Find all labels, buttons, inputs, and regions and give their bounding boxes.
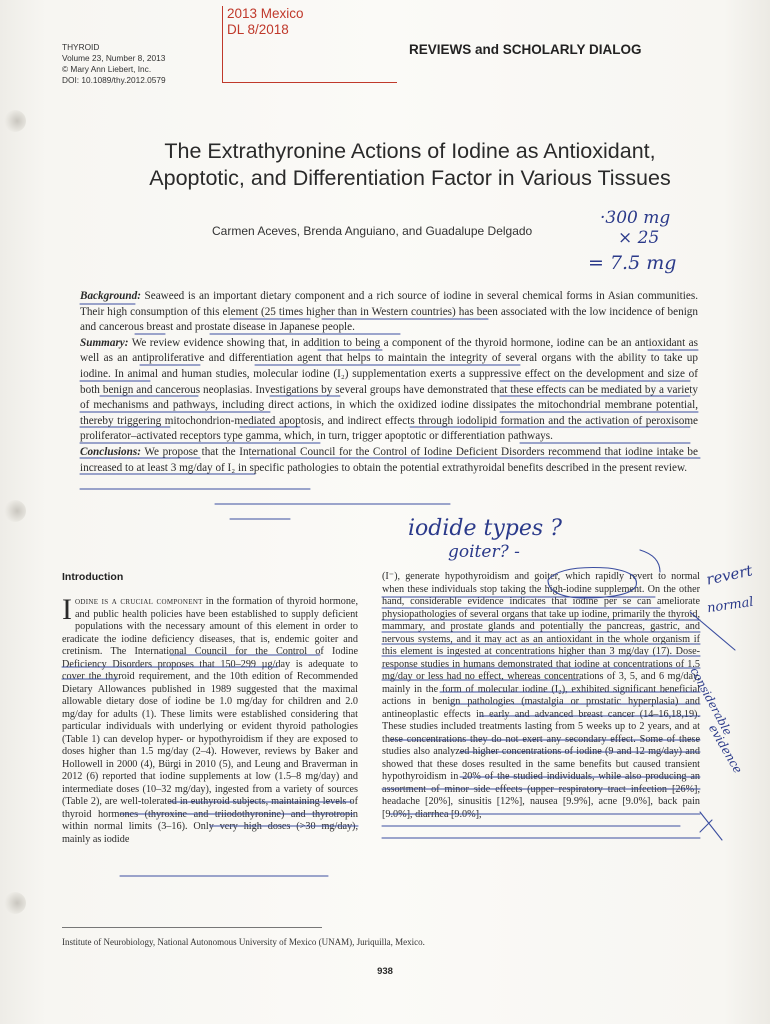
summary-label: Summary: xyxy=(80,336,129,349)
handwritten-dose-2: × 25 xyxy=(618,228,660,248)
page-number: 938 xyxy=(377,966,393,977)
background-label: Background: xyxy=(80,290,141,302)
handwritten-note-iodide: iodide types ? xyxy=(408,516,562,541)
handwritten-dose-3: = 7.5 mg xyxy=(588,252,677,274)
margin-note-3: considerable xyxy=(687,665,736,738)
section-heading: Introduction xyxy=(62,571,124,583)
journal-name: THYROID xyxy=(62,42,100,52)
summary-text: We review evidence showing that, in addition to being a component of the thyroid hormone, iodine can be an antioxidant as well as an antiproliferative and differentiation agent that helps to maintain the integrity of several organs with the ability to take up iodine. In animal and human studies, molecular iodine (I₂) supplementation exerts a suppressive effect on the development and size of both benign and cancerous neoplasias. Investigations by several groups have demonstrated that these effects can be mediated by a variety of mechanisms and pathways, including direct actions, in which the oxidized iodine dissipates the mitochondrial membrane potential, thereby triggering mitochondrion-mediated apoptosis, and indirect effects through iodolipid formation and the activation of peroxisome proliferator–activated receptors type gamma, which, in turn, trigger apoptotic or differentiation pathways. xyxy=(80,336,698,443)
section-label: REVIEWS and SCHOLARLY DIALOG xyxy=(409,42,642,57)
handwritten-note-goiter: goiter? - xyxy=(448,542,520,562)
handwritten-dose-1: ·300 mg xyxy=(600,208,671,228)
right-column-text: (I⁻), generate hypothyroidism and goiter, which rapidly revert to normal when these individuals stop taking the high-iodine supplement. On the other hand, considerable evidence indicates that iodine per se can ameliorate physiopathologies of several organs that take up iodine, primarily the thyroid, mammary, and prostate glands and potentially the pancreas, gastric, and nervous systems, and it may act as an antioxidant in the whole organism if this element is ingested at concentrations higher than 3 mg/day (17). Dose-response studies in humans demonstrated that iodine at concentrations of 1.5 mg/day or less had no effect, whereas concentrations of 3, 5, and 6 mg/day, mainly in the form of molecular iodine (I₂), exhibited significant beneficial actions in benign pathologies (mastalgia or prostatic hyperplasia) and antineoplastic effects in early and advanced breast cancer (14–16,18,19). These studies included treatments lasting from 5 weeks up to 2 years, and at these concentrations they do not exert any secondary effect. Some of these studies also analyzed higher concentrations of iodine (9 and 12 mg/day) and showed that these doses resulted in the same benefits but caused transient hypothyroidism in 20% of the studied individuals, while also producing an assortment of minor side effects (upper respiratory tract infection [26%], headache [20%], sinusitis [12%], nausea [9.9%], acne [9.0%], back pain [9.0%], diarrhea [9.0%], xyxy=(382,571,700,820)
journal-doi: DOI: 10.1089/thy.2012.0579 xyxy=(62,75,166,85)
author-list: Carmen Aceves, Brenda Anguiano, and Guadalupe Delgado xyxy=(212,224,533,238)
drop-cap: I xyxy=(62,593,72,626)
margin-note-4: evidence xyxy=(705,722,746,776)
journal-volume: Volume 23, Number 8, 2013 xyxy=(62,53,166,63)
background-text: Seaweed is an important dietary component and a rich source of iodine in several chemical forms in Asian communities. Their high consumption of this element (25 times higher than in Western countries) has been associated with the low incidence of benign and cancerous breast and prostate disease in Japanese people. xyxy=(80,290,698,334)
conclusions-label: Conclusions: xyxy=(80,445,141,458)
lead-in: odine is a crucial component xyxy=(75,596,203,607)
stamp-line-1: 2013 Mexico xyxy=(227,6,304,21)
title-line-1: The Extrathyronine Actions of Iodine as Antioxidant, xyxy=(164,139,656,163)
affiliation-footnote: Institute of Neurobiology, National Autonomous University of Mexico (UNAM), Juriquilla, Mexico. xyxy=(62,937,425,947)
margin-note-1: revert xyxy=(704,561,754,589)
stamp-line-2: DL 8/2018 xyxy=(227,22,289,37)
margin-note-2: normal xyxy=(706,594,755,617)
left-column-text: in the formation of thyroid hormone, and public health policies have been established to supply deficient populations with the necessary amount of this element in order to eradicate the iodine deficiency diseases, that is, endemic goiter and cretinism. The International Council for the Control of Iodine Deficiency Disorders proposes that 150–299 µg/day is adequate to cover the thyroid requirement, and the 10th edition of Recommended Dietary Allowances published in 1989 suggested that the maximal allowable dietary dose of iodine be 1.0 mg/day for children and 2.0 mg/day for adults (1). These limits were established considering that particular individuals with underlying or evident thyroid pathologies (Table 1) can develop hyper- or hypothyroidism if they are exposed to doses higher than 1.5 mg/day (2–4). However, reviews by Baker and Hollowell in 2000 (4), Bürgi in 2010 (5), and Leung and Braverman in 2012 (6) reported that iodine supplements at low (1.5–8 mg/day) and intermediate doses (10–32 mg/day), ingested from a variety of sources (Table 2), are well-tolerated in euthyroid subjects, maintaining levels of thyroid hormones (thyroxine and triiodothyronine) and thyrotropin within normal limits (3–16). Only very high doses (>30 mg/day), mainly as iodide xyxy=(62,596,359,845)
conclusions-text: We propose that the International Council for the Control of Iodine Deficient Disorders recommend that iodine intake be increased to at least 3 mg/day of I₂ in specific pathologies to obtain the potential extrathyroidal benefits described in the present review. xyxy=(80,445,698,474)
journal-copyright: © Mary Ann Liebert, Inc. xyxy=(62,64,152,74)
title-line-2: Apoptotic, and Differentiation Factor in Various Tissues xyxy=(149,166,671,190)
